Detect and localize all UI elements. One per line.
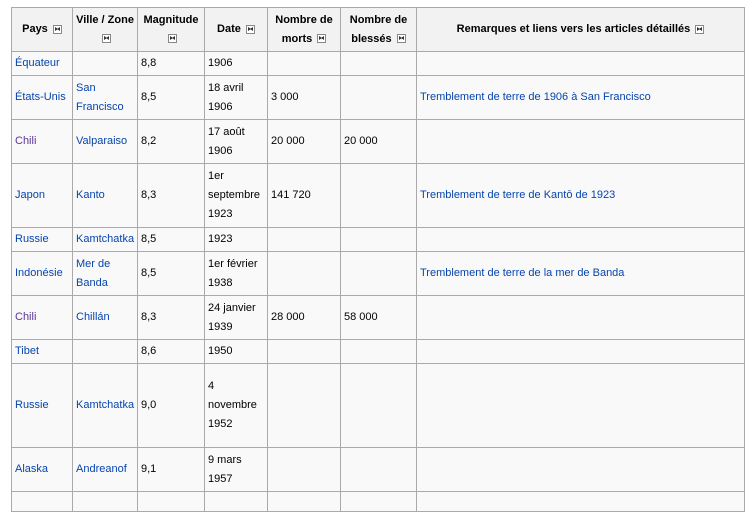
zone-link[interactable]: Andreanof (76, 463, 127, 475)
header-ville[interactable] (73, 8, 138, 52)
cell-ville (73, 364, 138, 448)
cell-blesses (341, 340, 417, 364)
cell-date: 1950 (205, 340, 268, 364)
cell-morts (268, 448, 341, 492)
cell-remarques (417, 120, 745, 164)
sort-icon[interactable] (102, 34, 111, 43)
cell-pays (12, 340, 73, 364)
table-row (12, 76, 745, 120)
header-blesses[interactable] (341, 8, 417, 52)
sort-icon[interactable] (695, 25, 704, 34)
header-label: Pays (22, 23, 48, 35)
sort-icon[interactable] (246, 25, 255, 34)
header-magnitude[interactable] (138, 8, 205, 52)
sort-icon[interactable] (397, 34, 406, 43)
header-label: Ville / Zone (76, 13, 134, 26)
cell-empty (205, 492, 268, 512)
sort-icon[interactable] (53, 25, 62, 34)
zone-link[interactable]: Kamtchatka (76, 399, 135, 411)
country-link[interactable]: Tibet (15, 345, 40, 357)
header-remarques[interactable] (417, 8, 745, 52)
article-link[interactable]: Tremblement de terre de 1906 à San Francisco (420, 91, 651, 103)
table-row (12, 120, 745, 164)
header-morts[interactable] (268, 8, 341, 52)
cell-magnitude: 9,1 (138, 448, 205, 492)
cell-empty (138, 492, 205, 512)
cell-ville (73, 340, 138, 364)
cell-remarques (417, 228, 745, 252)
cell-remarques (417, 52, 745, 76)
cell-blesses (341, 364, 417, 448)
cell-ville (73, 296, 138, 340)
cell-morts (268, 364, 341, 448)
zone-link[interactable]: Mer de Banda (76, 257, 111, 289)
zone-link[interactable]: Kamtchatka (76, 233, 135, 245)
cell-blesses (341, 448, 417, 492)
cell-morts (268, 340, 341, 364)
cell-empty (417, 492, 745, 512)
country-link[interactable]: Japon (15, 189, 45, 201)
cell-ville (73, 164, 138, 228)
zone-link[interactable]: Valparaiso (76, 135, 128, 147)
zone-link[interactable]: San Francisco (76, 81, 124, 113)
country-link[interactable]: États-Unis (15, 91, 66, 103)
cell-ville (73, 252, 138, 296)
sort-icon[interactable] (317, 34, 326, 43)
cell-blesses (341, 52, 417, 76)
cell-empty (268, 492, 341, 512)
cell-date: 24 janvier 1939 (205, 296, 268, 340)
cell-pays (12, 76, 73, 120)
country-link[interactable]: Russie (15, 399, 49, 411)
table-row (12, 296, 745, 340)
cell-remarques (417, 340, 745, 364)
cell-magnitude: 8,2 (138, 120, 205, 164)
cell-empty (12, 492, 73, 512)
cell-remarques (417, 448, 745, 492)
country-link[interactable]: Chili (15, 135, 37, 147)
zone-link[interactable]: Chillán (76, 311, 110, 323)
cell-morts (268, 228, 341, 252)
table-row (12, 252, 745, 296)
cell-remarques (417, 76, 745, 120)
cell-date: 1906 (205, 52, 268, 76)
country-link[interactable]: Chili (15, 311, 37, 323)
cell-date: 4 novembre 1952 (205, 364, 268, 448)
cell-remarques (417, 164, 745, 228)
cell-magnitude: 8,3 (138, 164, 205, 228)
cell-blesses: 20 000 (341, 120, 417, 164)
cell-empty (73, 492, 138, 512)
cell-blesses (341, 228, 417, 252)
table-row (12, 340, 745, 364)
header-date[interactable] (205, 8, 268, 52)
cell-date: 1er septembre 1923 (205, 164, 268, 228)
cell-ville (73, 76, 138, 120)
table-row (12, 164, 745, 228)
table-row (12, 364, 745, 448)
article-link[interactable]: Tremblement de terre de la mer de Banda (420, 267, 625, 279)
article-link[interactable]: Tremblement de terre de Kantō de 1923 (420, 189, 616, 201)
cell-remarques (417, 252, 745, 296)
cell-date: 1er février 1938 (205, 252, 268, 296)
header-label: Magnitude (143, 13, 199, 26)
table-row-partial (12, 492, 745, 512)
cell-morts: 3 000 (268, 76, 341, 120)
cell-ville (73, 448, 138, 492)
cell-magnitude: 8,5 (138, 228, 205, 252)
cell-date: 1923 (205, 228, 268, 252)
cell-magnitude: 8,3 (138, 296, 205, 340)
table-row (12, 448, 745, 492)
country-link[interactable]: Équateur (15, 57, 60, 69)
cell-blesses: 58 000 (341, 296, 417, 340)
cell-ville (73, 52, 138, 76)
cell-ville (73, 228, 138, 252)
header-row (12, 8, 745, 52)
sort-icon[interactable] (168, 34, 177, 43)
cell-morts: 141 720 (268, 164, 341, 228)
cell-ville (73, 120, 138, 164)
country-link[interactable]: Alaska (15, 463, 49, 475)
cell-pays (12, 164, 73, 228)
cell-morts (268, 52, 341, 76)
header-label: Nombre de blessés (349, 13, 408, 45)
cell-blesses (341, 164, 417, 228)
cell-empty (341, 492, 417, 512)
cell-magnitude: 8,5 (138, 252, 205, 296)
header-label: Remarques et liens vers les articles détaillés (456, 23, 691, 35)
header-label: Nombre de morts (275, 13, 333, 45)
country-link[interactable]: Indonésie (15, 267, 63, 279)
cell-morts: 28 000 (268, 296, 341, 340)
cell-pays (12, 52, 73, 76)
header-label: Date (217, 23, 241, 35)
cell-blesses (341, 76, 417, 120)
cell-pays (12, 228, 73, 252)
table-row (12, 228, 745, 252)
cell-morts: 20 000 (268, 120, 341, 164)
header-pays[interactable] (12, 8, 73, 52)
earthquake-table (11, 7, 745, 512)
cell-pays (12, 252, 73, 296)
cell-date: 18 avril 1906 (205, 76, 268, 120)
cell-remarques (417, 364, 745, 448)
cell-magnitude: 8,8 (138, 52, 205, 76)
cell-magnitude: 8,5 (138, 76, 205, 120)
cell-morts (268, 252, 341, 296)
cell-blesses (341, 252, 417, 296)
cell-magnitude: 9,0 (138, 364, 205, 448)
cell-date: 17 août 1906 (205, 120, 268, 164)
country-link[interactable]: Russie (15, 233, 49, 245)
cell-pays (12, 364, 73, 448)
cell-magnitude: 8,6 (138, 340, 205, 364)
zone-link[interactable]: Kanto (76, 189, 105, 201)
cell-remarques (417, 296, 745, 340)
table-row (12, 52, 745, 76)
cell-date: 9 mars 1957 (205, 448, 268, 492)
cell-pays (12, 296, 73, 340)
cell-pays (12, 120, 73, 164)
cell-pays (12, 448, 73, 492)
